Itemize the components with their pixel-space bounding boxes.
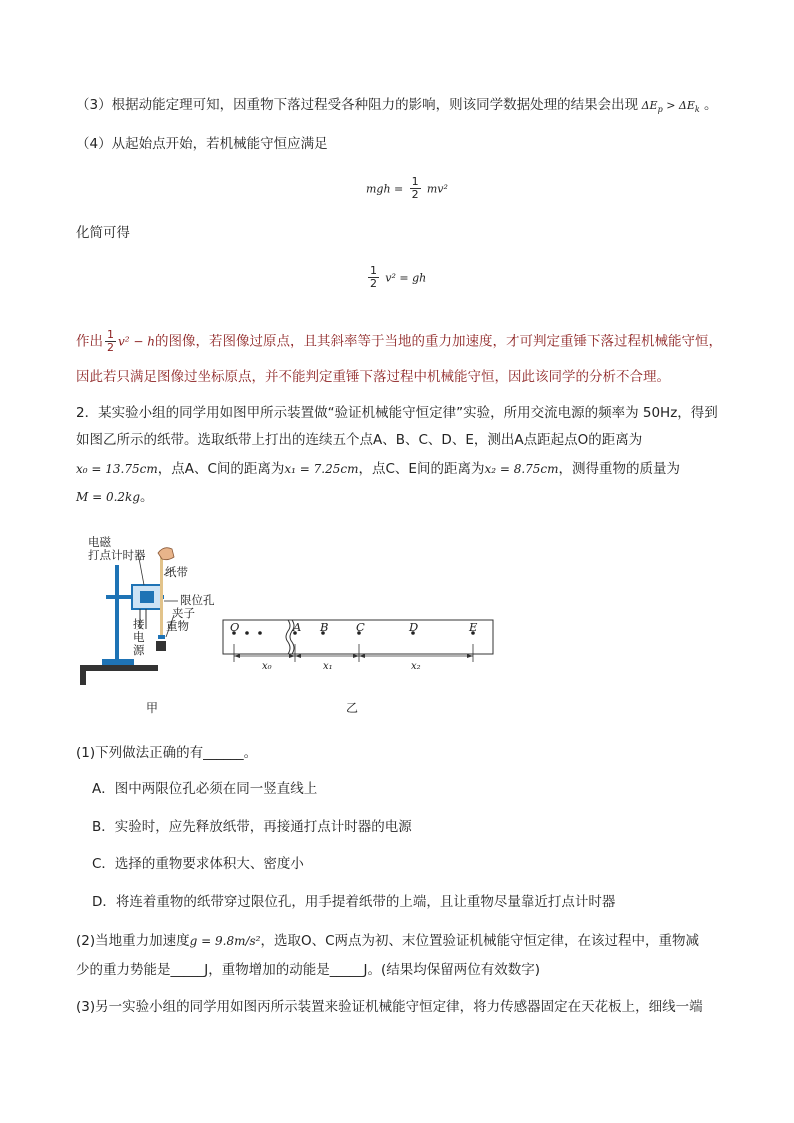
label-clip: 夹子 xyxy=(172,606,195,620)
option-c: C．选择的重物要求体积大、密度小 xyxy=(92,856,304,872)
label-power-3: 源 xyxy=(133,643,145,657)
sub3-line-1: (3)另一实验小组的同学用如图丙所示装置来验证机械能守恒定律，将力传感器固定在天花板上，细线一端 xyxy=(76,999,703,1015)
option-d: D．将连着重物的纸带穿过限位孔，用手提着纸带的上端，且让重物尽量靠近打点计时器 xyxy=(92,894,616,910)
tape-seg-x2: x₂ xyxy=(411,661,421,672)
sub1-stem: (1)下列做法正确的有______。 xyxy=(76,745,258,761)
sub2-line-2: 少的重力势能是_____J，重物增加的动能是_____J。(结果均保留两位有效数字) xyxy=(76,962,540,978)
q2-line-1: 2．某实验小组的同学用如图甲所示装置做“验证机械能守恒定律”实验，所用交流电源的频率为 50Hz，得到 xyxy=(76,405,718,421)
tape-seg-x1: x₁ xyxy=(323,661,333,672)
tape-point-d: D xyxy=(409,620,419,634)
analysis-line-1: 作出 $\frac{1}{2}$ v² − h的图像，若图像过原点，且其斜率等于当地的重力加速度，才可判定重锤下落过程机械能守恒， xyxy=(76,328,723,354)
label-weight: 重物 xyxy=(166,619,189,633)
label-power-1: 接 xyxy=(133,617,145,631)
option-b: B．实验时，应先释放纸带，再接通打点计时器的电源 xyxy=(92,819,412,835)
item4-text: （4）从起始点开始，若机械能守恒应满足 xyxy=(76,136,328,152)
q2-line-4: M = 0.2kg。 xyxy=(76,489,154,505)
q2-line-2: 如图乙所示的纸带。选取纸带上打出的连续五个点A、B、C、D、E，测出A点距起点O的距离为 xyxy=(76,432,643,448)
label-power-2: 电 xyxy=(133,630,145,644)
label-electromagnetic: 电磁 xyxy=(88,535,111,549)
simplify-text: 化简可得 xyxy=(76,225,130,241)
tape-seg-x0: x₀ xyxy=(262,661,272,672)
tape-point-c: C xyxy=(356,620,365,634)
equation-1: mgh = $\frac{1}{2}$ mv² xyxy=(366,175,448,201)
label-timer: 打点计时器 xyxy=(88,548,146,562)
tape-point-a: A xyxy=(293,620,302,634)
label-tape: 纸带 xyxy=(165,565,188,579)
sub2-line-1: (2)当地重力加速度g = 9.8m/s²，选取O、C两点为初、末位置验证机械能守恒定律，在该过程中，重物减 xyxy=(76,933,700,949)
caption-jia: 甲 xyxy=(146,701,159,715)
analysis-line-2: 因此若只满足图像过坐标原点，并不能判定重锤下落过程中机械能守恒，因此该同学的分析不合理。 xyxy=(76,369,670,385)
tape-point-e: E xyxy=(469,620,478,634)
q2-line-3: x₀ = 13.75cm，点A、C间的距离为x₁ = 7.25cm，点C、E间的距离为x₂ = 8.75cm，测得重物的质量为 xyxy=(76,461,681,477)
equation-2: $\frac{1}{2}$ v² = gh xyxy=(370,264,427,290)
item3-text: （3）根据动能定理可知，因重物下落过程受各种阻力的影响，则该同学数据处理的结果会出现 $\Delta E_p > \Delta E_k$ 。 xyxy=(76,97,718,115)
caption-yi: 乙 xyxy=(346,701,359,715)
label-limit-hole: 限位孔 xyxy=(180,593,215,607)
tape-point-o: O xyxy=(230,620,240,634)
option-a: A．图中两限位孔必须在同一竖直线上 xyxy=(92,781,318,797)
tape-point-b: B xyxy=(320,620,329,634)
